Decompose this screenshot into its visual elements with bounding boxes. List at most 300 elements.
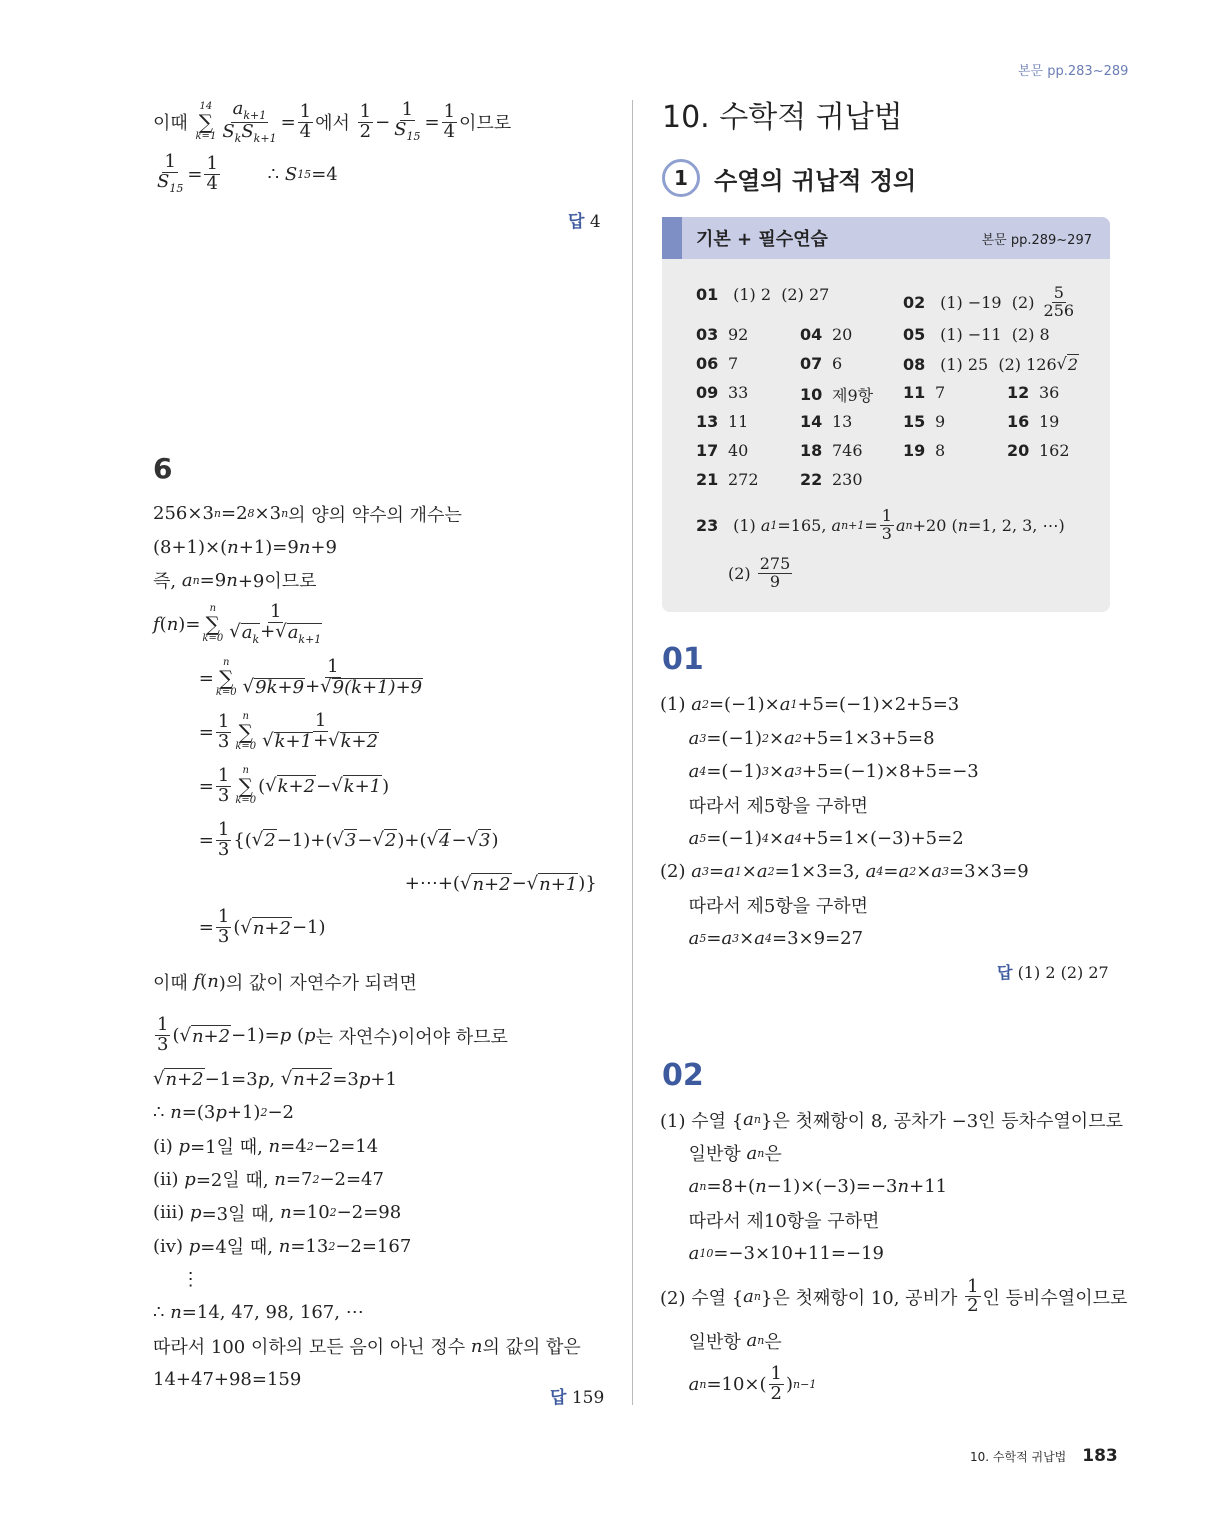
math-text: 의 양의 약수의 개수는	[288, 504, 462, 526]
item-answer	[728, 325, 748, 344]
math-text: 11	[728, 412, 749, 431]
math-text: 의 값의 합은	[482, 1337, 581, 1359]
math-text: =3×3=9	[949, 861, 1029, 883]
math-text: )}	[578, 873, 597, 895]
math-line	[153, 1230, 623, 1263]
radical-sign-icon: √	[328, 730, 340, 752]
math-text: 256×3	[153, 503, 214, 525]
subscript: 1	[770, 518, 778, 532]
subscript: n	[905, 518, 913, 532]
math-text: 즉,	[153, 571, 182, 593]
math-text: ×	[739, 927, 755, 949]
math-line	[153, 1009, 623, 1063]
math-text: =	[708, 861, 725, 883]
math-variable: n	[755, 1175, 767, 1197]
math-text: (8+1)×(	[153, 536, 228, 558]
math-variable: a	[865, 861, 877, 883]
math-text: +9	[310, 536, 337, 558]
item-answer	[935, 354, 1079, 374]
math-variable: f	[193, 971, 201, 993]
denominator	[1042, 300, 1077, 320]
denominator	[241, 678, 425, 698]
math-text: 1	[270, 600, 282, 622]
math-variable: n	[166, 613, 179, 635]
math-text: (iii)	[153, 1202, 191, 1224]
math-text: 2	[384, 830, 397, 852]
radicand	[252, 917, 292, 939]
subscript: 3	[732, 931, 740, 945]
item-answer	[935, 325, 1050, 344]
fraction	[155, 153, 185, 194]
radicand	[344, 829, 357, 851]
denominator	[220, 120, 278, 145]
math-text: (1)	[660, 694, 692, 716]
math-text: (1)	[728, 515, 761, 535]
fraction	[227, 600, 324, 646]
math-line	[153, 1330, 623, 1363]
math-text: =(−1)	[706, 760, 763, 782]
math-text: =4일 때,	[200, 1237, 279, 1259]
denominator	[227, 620, 324, 646]
answer-item	[696, 325, 748, 344]
math-text: =1×3=3,	[774, 861, 866, 883]
item-number: 14	[800, 412, 823, 431]
item-number: 09	[696, 383, 719, 402]
radicand	[340, 732, 379, 752]
box-title: 기본 + 필수연습	[696, 229, 828, 250]
subscript: 4	[765, 931, 772, 945]
denominator	[260, 732, 381, 752]
math-line	[153, 1196, 623, 1229]
math-text: =	[706, 927, 722, 949]
radical-sign-icon: √	[229, 620, 241, 642]
math-text: 1	[299, 100, 312, 122]
math-text: =	[153, 829, 214, 851]
radicand	[332, 678, 423, 698]
math-text: )+(	[397, 829, 427, 851]
math-text: 92	[728, 325, 749, 344]
item-number: 07	[800, 354, 823, 373]
radicand	[478, 829, 491, 851]
math-text: =10	[291, 1202, 330, 1224]
superscript: n−1	[793, 1377, 817, 1391]
answer-value: 159	[571, 1388, 605, 1408]
answer-item	[696, 412, 748, 431]
math-variable: a	[743, 1109, 754, 1131]
math-text: −2=98	[336, 1202, 402, 1224]
math-text: =−3×10+11=−19	[713, 1242, 885, 1264]
item-number: 16	[1007, 412, 1030, 431]
math-line	[660, 1136, 1130, 1169]
math-text: (1) 25 (2) 126	[935, 354, 1057, 374]
column-divider	[632, 100, 633, 1405]
math-line	[153, 901, 623, 955]
math-text: 1	[217, 906, 230, 928]
summation	[235, 712, 256, 752]
math-text: +	[260, 620, 276, 642]
math-line	[660, 1237, 1130, 1270]
math-text: =	[187, 163, 203, 185]
math-text: ∴	[221, 163, 285, 185]
math-variable: a	[746, 1330, 758, 1352]
answer-item	[696, 441, 748, 460]
answer-value: 4	[589, 212, 601, 232]
math-text: 36	[1039, 383, 1060, 402]
math-variable: S	[222, 120, 235, 142]
subscript: 1	[790, 698, 798, 712]
answer-item	[696, 354, 738, 373]
superscript: 2	[312, 1172, 320, 1186]
radical-sign-icon: √	[242, 676, 255, 698]
subscript: k	[234, 131, 242, 145]
answer-item	[1007, 412, 1059, 431]
fraction	[758, 556, 793, 591]
item-answer	[832, 383, 873, 406]
denominator	[358, 120, 373, 142]
math-line	[153, 955, 623, 1009]
answer-item	[800, 354, 842, 373]
radical-sign-icon: √	[265, 775, 277, 797]
math-text: n+2	[165, 1069, 204, 1091]
item-answer	[728, 470, 759, 489]
math-line	[153, 497, 623, 530]
fraction	[1042, 285, 1077, 320]
math-text: 3	[217, 730, 230, 752]
math-text: =7	[285, 1168, 313, 1190]
math-text: (	[159, 613, 167, 635]
math-variable: p	[304, 1025, 316, 1047]
math-text: ×3	[254, 503, 282, 525]
denominator	[392, 121, 422, 143]
radical-sign-icon: √	[426, 829, 438, 851]
radical-sign-icon: √	[251, 829, 264, 851]
math-line	[153, 1063, 623, 1096]
subscript: 3	[701, 865, 709, 879]
radical-sign-icon: √	[153, 1068, 165, 1090]
page-reference: 본문 pp.283~289	[1018, 64, 1129, 79]
math-text: ×	[769, 727, 785, 749]
denominator	[216, 784, 231, 806]
answer-item	[1007, 383, 1059, 402]
radicand	[438, 829, 451, 851]
answer-item	[800, 412, 852, 431]
fraction	[298, 100, 313, 142]
sigma-icon: ∑	[205, 612, 220, 637]
math-text: 14+47+98=159	[153, 1369, 302, 1391]
math-text: =(−1)×	[708, 694, 780, 716]
math-line	[660, 1357, 1130, 1411]
math-text: =	[153, 917, 214, 939]
subscript: 1	[734, 865, 742, 879]
math-text: (i)	[153, 1135, 179, 1157]
item-number: 15	[903, 412, 926, 431]
math-variable: a	[691, 861, 702, 883]
math-text: =3×9=27	[772, 927, 864, 949]
math-text: (	[172, 1025, 180, 1047]
math-variable: a	[232, 97, 244, 119]
fraction	[442, 100, 457, 142]
answer-label: 답	[550, 1388, 567, 1408]
subscript: 15	[169, 182, 184, 196]
answer-item	[903, 325, 1050, 344]
math-text: 1	[217, 764, 230, 786]
radicand	[292, 1068, 332, 1090]
math-text: 이때	[153, 113, 194, 134]
item-number: 23	[696, 515, 719, 535]
item-answer	[728, 412, 748, 431]
answer-label: 답	[568, 212, 585, 232]
answer-item	[800, 470, 863, 489]
radicand	[241, 623, 260, 646]
subscript: 4	[699, 764, 707, 778]
subscript: 5	[699, 831, 707, 845]
radicand	[254, 678, 305, 698]
subscript: 15	[406, 130, 421, 144]
math-variable: a	[743, 1286, 754, 1308]
math-text: 746	[832, 441, 863, 460]
math-text	[660, 728, 689, 749]
denominator	[880, 523, 894, 543]
math-text: +5=1×(−3)+5=2	[801, 827, 964, 849]
math-variable: a	[287, 621, 299, 643]
math-text: =(−1)	[706, 727, 763, 749]
item-number: 02	[903, 292, 926, 312]
answer-item	[696, 285, 829, 304]
subscript: k	[252, 632, 260, 646]
math-variable: a	[688, 1175, 700, 1197]
math-text: =2일 때,	[195, 1170, 275, 1192]
box-tab	[662, 217, 682, 259]
math-variable: S	[241, 120, 254, 142]
math-variable: p	[178, 1135, 191, 1157]
subscript: n+1	[841, 518, 865, 532]
math-text: −2=14	[313, 1135, 379, 1157]
answer-01	[997, 960, 1109, 983]
math-text: 4	[299, 120, 312, 142]
math-text: 3	[344, 830, 357, 852]
radical-sign-icon: √	[280, 1068, 293, 1090]
math-text: ∴	[153, 1302, 171, 1324]
math-variable: a	[688, 1373, 700, 1395]
math-text: n+2	[252, 917, 291, 939]
math-line	[153, 1096, 623, 1129]
math-text: −2=167	[335, 1235, 412, 1257]
fraction	[769, 1362, 784, 1404]
superscript: 2	[306, 1139, 314, 1153]
item-number: 20	[1007, 441, 1030, 460]
item-answer	[935, 383, 945, 402]
question-01-heading: 01	[662, 642, 704, 677]
math-text: =	[424, 111, 440, 133]
subscript: k+1	[253, 131, 277, 145]
math-text: +20 (	[912, 515, 958, 535]
math-text: 230	[832, 470, 863, 489]
square-root	[527, 873, 579, 895]
sum-upper-limit: n	[209, 603, 217, 615]
denominator	[155, 173, 185, 195]
math-text: =4	[280, 1135, 307, 1157]
math-text: 33	[728, 383, 749, 402]
square-root	[331, 775, 382, 797]
fraction	[204, 152, 219, 194]
question-number: 6	[153, 452, 173, 485]
math-line	[153, 651, 623, 705]
item-number: 08	[903, 354, 926, 374]
math-text: −	[511, 873, 527, 895]
math-text: =3	[332, 1068, 359, 1090]
math-text: 256	[1043, 300, 1075, 320]
math-text: 일반항	[660, 1331, 747, 1353]
math-text: ⋮	[153, 1269, 200, 1291]
math-text: 3	[217, 838, 230, 860]
item-number: 17	[696, 441, 719, 460]
subscript: 5	[699, 931, 707, 945]
square-root	[460, 873, 512, 895]
math-variable: p	[257, 1068, 270, 1090]
superscript: 4	[762, 831, 770, 845]
math-text: )	[491, 829, 499, 851]
math-line	[153, 564, 623, 597]
item-number: 03	[696, 325, 719, 344]
footer	[970, 1446, 1118, 1466]
item-answer	[1039, 441, 1070, 460]
math-text: =	[883, 861, 899, 883]
math-text: −2	[267, 1102, 294, 1124]
math-line	[660, 922, 1120, 955]
square-root	[328, 732, 379, 752]
math-text: 2	[264, 830, 276, 852]
math-variable: a	[831, 515, 842, 535]
math-text: =1일 때,	[190, 1137, 269, 1159]
denominator	[298, 120, 313, 142]
math-text: −	[375, 111, 391, 133]
answer-item	[800, 325, 852, 344]
math-text: }은 첫째항이 10, 공비가	[761, 1287, 964, 1309]
fraction	[220, 97, 278, 145]
math-text: 275	[759, 554, 791, 573]
math-text: )=	[178, 613, 201, 635]
math-variable: a	[241, 621, 253, 643]
math-variable: p	[358, 1068, 371, 1090]
math-text: 2	[967, 1295, 979, 1317]
superscript: 3	[762, 764, 770, 778]
math-variable: p	[279, 1025, 292, 1047]
math-text: 162	[1039, 441, 1070, 460]
math-text: 5	[1053, 283, 1064, 302]
square-root	[179, 1025, 231, 1047]
math-text: (	[200, 971, 208, 993]
answer-item	[903, 412, 945, 431]
answer-item	[903, 383, 945, 402]
superscript: 2	[762, 731, 770, 745]
math-line	[660, 721, 1120, 754]
math-text: 제9항	[832, 386, 874, 405]
math-variable: n	[897, 1175, 910, 1197]
math-text: ,	[269, 1068, 281, 1090]
math-text: 에서	[315, 113, 356, 134]
math-variable: n	[298, 536, 311, 558]
sum-lower-limit: k=0	[235, 741, 257, 753]
math-text: 따라서 제10항을 구하면	[660, 1210, 880, 1232]
math-text: 1	[314, 710, 327, 732]
section-title: 수열의 귀납적 정의	[714, 166, 917, 195]
item-answer	[832, 441, 863, 460]
math-variable: a	[784, 727, 795, 749]
radical-sign-icon: √	[179, 1024, 191, 1046]
radicand	[538, 873, 578, 895]
item-number: 19	[903, 441, 926, 460]
math-line	[153, 1163, 623, 1196]
box-header	[662, 217, 1110, 259]
math-text: 3	[217, 926, 230, 948]
math-text: =	[153, 721, 214, 743]
item-answer	[728, 383, 748, 402]
math-line	[153, 597, 623, 651]
math-line	[660, 1170, 1130, 1203]
sum-lower-limit: k=1	[195, 131, 217, 142]
math-text: 2	[1067, 355, 1079, 374]
subscript: n	[757, 1146, 765, 1160]
math-text: {(	[233, 829, 252, 851]
math-variable: a	[721, 927, 733, 949]
item-number: 18	[800, 441, 823, 460]
subscript: 2	[909, 865, 917, 879]
radicand	[274, 732, 313, 752]
sum-lower-limit: k=0	[202, 633, 224, 645]
footer-chapter: 10. 수학적 귀납법	[970, 1450, 1067, 1464]
answer-item	[696, 508, 1065, 543]
math-text: =165,	[777, 515, 832, 535]
math-text	[660, 828, 689, 849]
math-variable: a	[754, 927, 765, 949]
square-root	[252, 829, 277, 851]
subscript: 3	[794, 764, 802, 778]
math-text: 9k+9	[255, 677, 305, 699]
summation	[235, 766, 256, 806]
math-text: 1	[327, 656, 339, 678]
math-text: 1	[217, 818, 230, 840]
math-text	[660, 1374, 689, 1395]
math-variable: n	[268, 1135, 281, 1157]
radical-sign-icon: √	[1056, 354, 1067, 373]
math-text: (	[258, 775, 266, 797]
math-variable: a	[895, 515, 906, 535]
item-answer	[832, 470, 863, 489]
math-text: (1) −19 (2)	[935, 292, 1040, 312]
math-text: 9	[769, 571, 781, 591]
answer-item	[800, 441, 863, 460]
math-text: 3	[881, 523, 892, 543]
math-text: 인 등비수열이므로	[982, 1287, 1128, 1309]
answer-item	[800, 383, 873, 406]
denominator	[216, 838, 231, 860]
math-variable: p	[190, 1202, 202, 1224]
math-text: 7	[935, 383, 946, 402]
math-text: 1	[217, 710, 230, 732]
math-text: +1	[370, 1068, 397, 1090]
math-text: 2	[359, 120, 372, 142]
superscript: 2	[260, 1106, 268, 1120]
subscript: k+1	[243, 108, 267, 122]
subscript: 2	[701, 698, 709, 712]
sum-lower-limit: k=0	[215, 687, 237, 699]
math-text: =	[280, 111, 296, 133]
square-root	[281, 1068, 333, 1090]
fraction	[260, 712, 381, 752]
radicand	[277, 775, 316, 797]
math-text: =9	[199, 569, 227, 591]
math-variable: a	[724, 861, 735, 883]
